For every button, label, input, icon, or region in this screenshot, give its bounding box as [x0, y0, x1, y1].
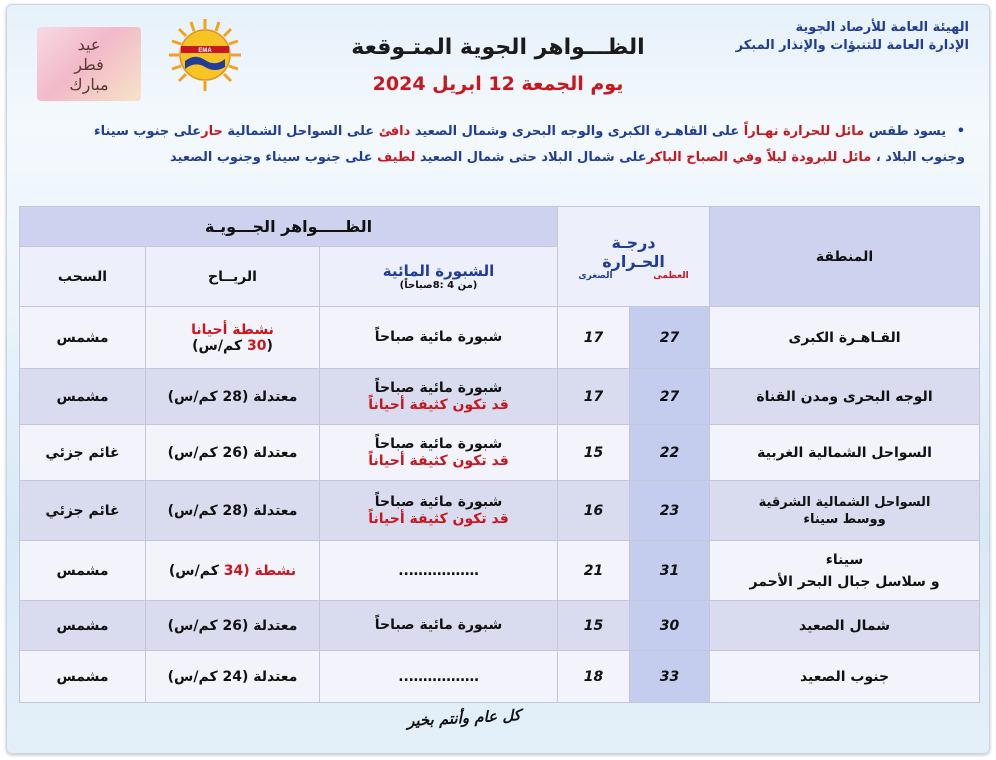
fog-cell: ……………..	[320, 651, 558, 703]
clouds-cell: غائم جزئي	[20, 481, 146, 541]
eid-word-3: مبارك	[69, 75, 109, 94]
header-clouds: السحب	[20, 247, 146, 307]
fog-cell: شبورة مائية صباحاً	[320, 307, 558, 369]
header-temp-line2: الحـرارة	[602, 251, 665, 271]
eid-greeting-card	[37, 27, 141, 101]
fog-cell	[320, 481, 558, 541]
wind-cell	[146, 481, 320, 541]
wind-cell	[146, 541, 320, 601]
header-temp-sub	[558, 271, 709, 281]
wind-value: (34	[223, 562, 250, 579]
summary-highlight: مائل للحرارة نهـاراً	[743, 124, 865, 139]
wind-strength: معتدلة	[253, 502, 298, 519]
eid-card-text	[37, 35, 141, 95]
wind-speed: (24 كم/س)	[167, 668, 249, 685]
clouds-cell: مشمس	[20, 369, 146, 425]
fog-cell: شبورة مائية صباحاً	[320, 601, 558, 651]
summary-text: وجنوب البلاد ،	[875, 150, 965, 165]
temp-max: 27	[630, 307, 710, 369]
region-line2: و سلاسل جبال البحر الأحمر	[749, 573, 940, 590]
ema-logo	[167, 17, 243, 93]
fog-cell	[320, 425, 558, 481]
forecast-date: يوم الجمعة 12 ابريل 2024	[372, 73, 624, 95]
table-row	[20, 651, 980, 703]
region-line1: السواحل الشمالية الشرقية	[758, 494, 931, 510]
header-temperature	[558, 207, 710, 307]
wind-strength: معتدلة	[253, 444, 298, 461]
table-row	[20, 541, 980, 601]
table-row	[20, 601, 980, 651]
summary-text: على شمال البلاد حتى شمال الصعيد	[419, 150, 647, 165]
summary-text: على السواحل الشمالية	[227, 124, 375, 139]
fog-text: شبورة مائية صباحاً	[374, 379, 503, 396]
temp-min: 21	[558, 541, 630, 601]
wind-speed: (26 كم/س)	[167, 617, 249, 634]
clouds-cell: غائم جزئي	[20, 425, 146, 481]
fog-text: شبورة مائية صباحاً	[374, 493, 503, 510]
temp-max: 22	[630, 425, 710, 481]
forecast-bulletin	[6, 4, 990, 754]
temp-min: 17	[558, 369, 630, 425]
header-wind: الريــاح	[146, 247, 320, 307]
sun-logo-icon	[167, 17, 243, 93]
wind-value: 30	[246, 337, 267, 354]
logo-text: EMA	[198, 48, 212, 54]
temp-min: 17	[558, 307, 630, 369]
wind-paren: (	[266, 337, 273, 354]
table-row	[20, 481, 980, 541]
summary-text: على جنوب سيناء	[93, 124, 202, 139]
header-temp-max: العظمى	[653, 270, 689, 281]
temp-min: 15	[558, 425, 630, 481]
header-phenomena: الظـــــواهر الجـــويـة	[20, 207, 558, 247]
fog-cell: ……………..	[320, 541, 558, 601]
wind-strength: معتدلة	[253, 388, 298, 405]
wind-speed: (26 كم/س)	[167, 444, 249, 461]
table-row	[20, 425, 980, 481]
eid-word-1: عيد	[77, 35, 101, 54]
temp-max: 31	[630, 541, 710, 601]
wind-speed	[146, 338, 319, 354]
header-temp-line1: درجـة	[611, 232, 656, 252]
org-department: الإدارة العامة للتنبؤات والإنذار المبكر	[735, 38, 969, 53]
wind-strength: معتدلة	[253, 617, 298, 634]
wind-unit: كم/س)	[192, 337, 243, 354]
fog-note: قد تكون كثيفة أحياناً	[368, 396, 509, 413]
header-fog-label: الشبورة المائية	[382, 262, 495, 280]
wind-cell	[146, 651, 320, 703]
summary-highlight: مائل للبرودة ليلاً وفي الصباح الباكر	[646, 150, 872, 165]
wind-strength: نشطة أحيانا	[191, 321, 274, 338]
summary-text: على جنوب سيناء وجنوب الصعيد	[170, 150, 373, 165]
summary-text: يسود طقس	[868, 124, 947, 139]
wind-speed: (28 كم/س)	[167, 502, 249, 519]
wind-speed: (28 كم/س)	[167, 388, 249, 405]
table-row	[20, 369, 980, 425]
region-name: جنوب الصعيد	[710, 651, 980, 703]
temp-max: 27	[630, 369, 710, 425]
clouds-cell: مشمس	[20, 307, 146, 369]
region-name: شمال الصعيد	[710, 601, 980, 651]
region-name: السواحل الشمالية الغربية	[710, 425, 980, 481]
summary-text: على القاهـرة الكبرى والوجه البحرى وشمال الصعيد	[414, 124, 740, 139]
clouds-cell: مشمس	[20, 541, 146, 601]
wind-cell	[146, 425, 320, 481]
page-title: الظـــواهر الجوية المتـوقعة	[351, 35, 645, 60]
summary-highlight: حار	[201, 124, 223, 139]
summary-line-1	[29, 119, 965, 145]
fog-note: قد تكون كثيفة أحياناً	[368, 510, 509, 527]
header-fog-sub: (من 4 :8صباحاً)	[399, 280, 478, 291]
temp-min: 16	[558, 481, 630, 541]
clouds-cell: مشمس	[20, 601, 146, 651]
clouds-cell: مشمس	[20, 651, 146, 703]
region-line1: سيناء	[825, 551, 864, 568]
summary-line-2	[29, 145, 965, 171]
wind-cell	[146, 601, 320, 651]
forecast-table	[19, 206, 980, 703]
table-header-row	[20, 207, 980, 247]
table-row	[20, 307, 980, 369]
temp-max: 30	[630, 601, 710, 651]
summary-highlight: لطيف	[377, 150, 416, 165]
fog-note: قد تكون كثيفة أحياناً	[368, 452, 509, 469]
wind-strength: نشطة	[254, 562, 297, 579]
temp-max: 23	[630, 481, 710, 541]
region-name: الوجه البحرى ومدن القناة	[710, 369, 980, 425]
org-name: الهيئة العامة للأرصاد الجوية	[795, 20, 969, 35]
region-name	[710, 481, 980, 541]
wind-unit: كم/س)	[168, 562, 219, 579]
region-line2: ووسط سيناء	[803, 511, 886, 527]
wind-cell	[146, 307, 320, 369]
temp-max: 33	[630, 651, 710, 703]
holiday-greeting: كل عام وأنتم بخير	[406, 706, 522, 730]
temp-min: 15	[558, 601, 630, 651]
header-fog	[320, 247, 558, 307]
fog-cell	[320, 369, 558, 425]
eid-word-2: فطر	[74, 55, 104, 74]
wind-strength: معتدلة	[253, 668, 298, 685]
wind-cell	[146, 369, 320, 425]
temp-min: 18	[558, 651, 630, 703]
region-name	[710, 541, 980, 601]
forecast-summary	[29, 119, 965, 171]
header-region: المنطقة	[710, 207, 980, 307]
region-name: القـاهـرة الكبرى	[710, 307, 980, 369]
summary-highlight: دافئ	[378, 124, 411, 139]
bullet-icon: •	[956, 124, 965, 139]
header-temp-min: الصغرى	[578, 270, 613, 281]
fog-text: شبورة مائية صباحاً	[374, 435, 503, 452]
